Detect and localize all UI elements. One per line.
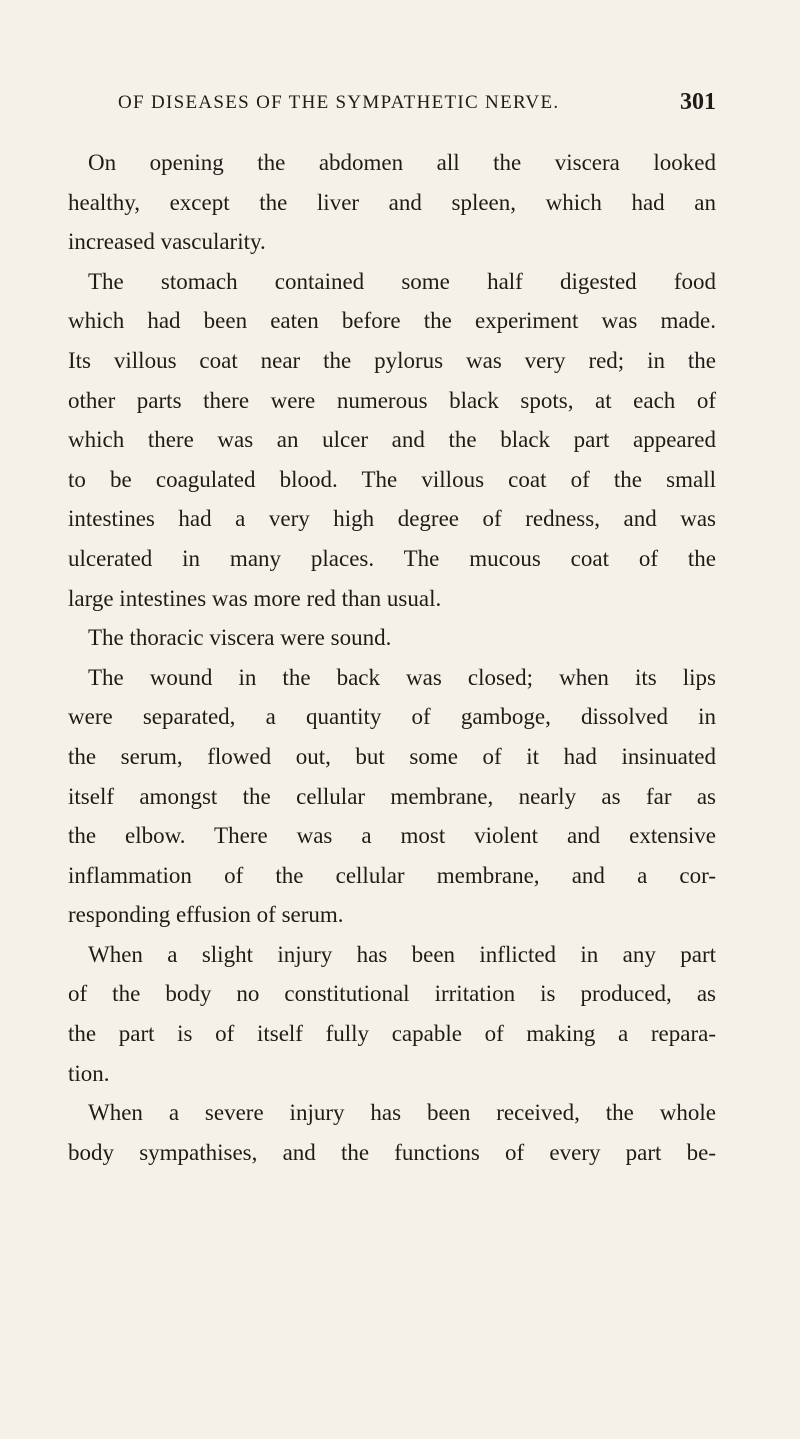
text-line: responding effusion of serum. [68,902,344,928]
text-line: healthy, except the liver and spleen, which had an [68,189,716,215]
text-line: The thoracic viscera were sound. [88,625,392,651]
text-line: of the body no constitutional irritation is produced, as [68,981,716,1007]
text-line: itself amongst the cellular membrane, nearly as far as [68,783,716,809]
page-number: 301 [680,89,716,115]
running-header [118,88,716,118]
body-text [68,143,716,1172]
text-line: which had been eaten before the experiment was made. [68,308,716,334]
text-line: body sympathises, and the functions of every part be- [68,1139,716,1165]
text-line: to be coagulated blood. The villous coat of the small [68,466,716,492]
text-line: intestines had a very high degree of redness, and was [68,506,716,532]
text-line: When a slight injury has been inflicted in any part [88,941,716,967]
text-line: which there was an ulcer and the black part appeared [68,427,716,453]
text-line: inflammation of the cellular membrane, and a cor- [68,862,716,888]
text-line: the part is of itself fully capable of making a repara- [68,1021,716,1047]
text-line: increased vascularity. [68,229,266,255]
text-line: The wound in the back was closed; when its lips [88,664,716,690]
header-title: OF DISEASES OF THE SYMPATHETIC NERVE. [118,92,560,113]
text-line: large intestines was more red than usual. [68,585,442,611]
text-line: ulcerated in many places. The mucous coat of the [68,545,716,571]
text-line: the elbow. There was a most violent and extensive [68,823,716,849]
text-line: On opening the abdomen all the viscera looked [88,150,716,175]
text-line: Its villous coat near the pylorus was very red; in the [68,347,716,373]
text-line: tion. [68,1060,110,1086]
text-line: other parts there were numerous black spots, at each of [68,387,716,413]
text-line: were separated, a quantity of gamboge, dissolved in [68,704,716,730]
text-line: the serum, flowed out, but some of it had insinuated [68,743,716,769]
text-line: The stomach contained some half digested food [88,268,716,294]
text-line: When a severe injury has been received, the whole [88,1100,716,1126]
